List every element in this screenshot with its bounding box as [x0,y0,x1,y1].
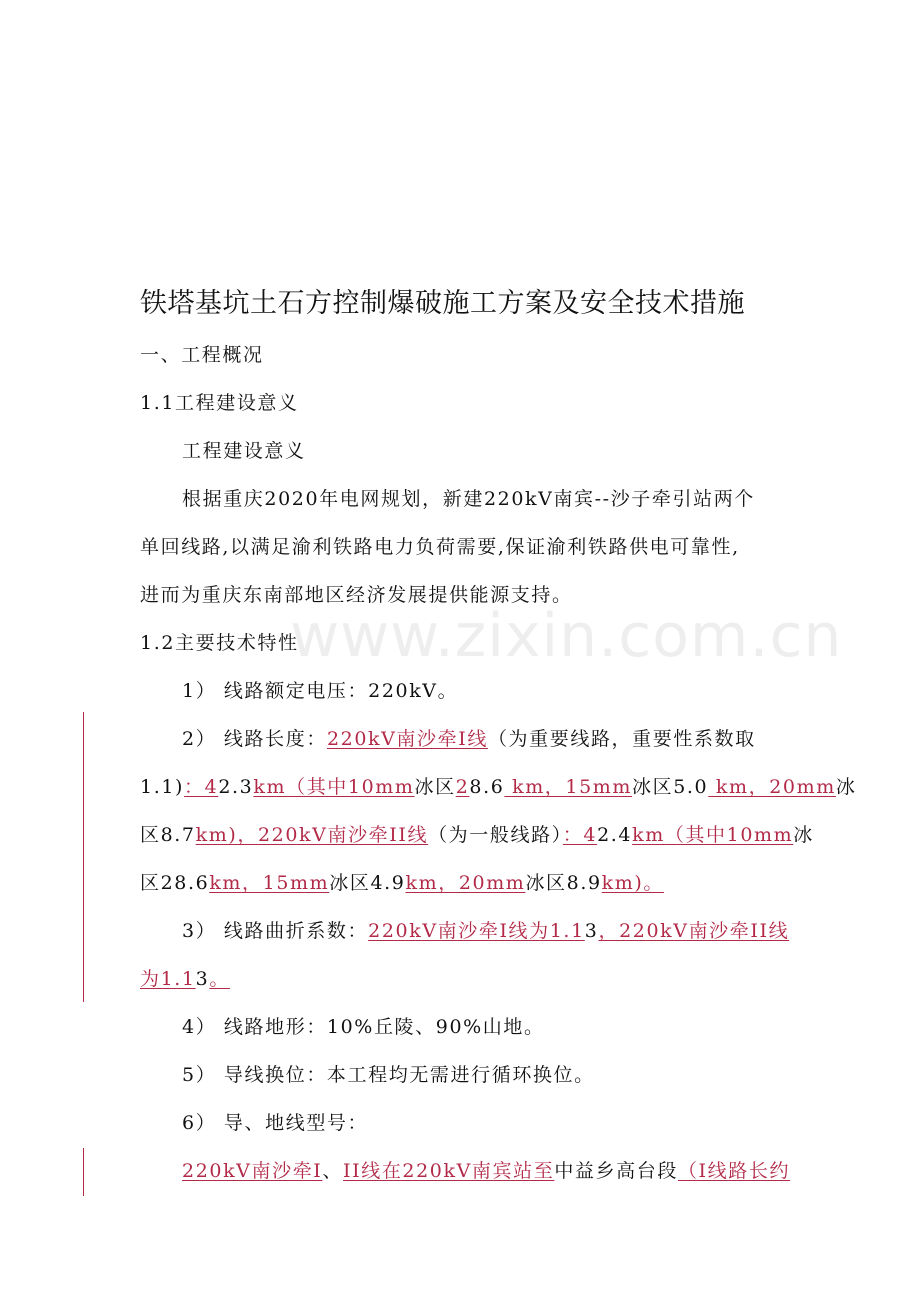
text-run: 3 [195,968,210,990]
text-run: 3 [584,920,599,942]
text-run: （为重要线路，重要性系数取 [487,728,756,750]
text-run: 冰区4.9 [329,872,406,894]
subsection-heading-1-2: 1.2主要技术特性 [140,632,299,654]
paragraph-line: 单回线路,以满足渝利铁路电力负荷需要,保证渝利铁路供电可靠性, [140,536,740,558]
list-item-continuation [140,820,814,850]
revision-text: km，20mm [708,776,836,798]
document-title: 铁塔基坑土石方控制爆破施工方案及安全技术措施 [140,288,745,319]
text-run: 1.1) [140,776,185,798]
revision-text: ：4 [562,824,598,846]
revision-text: 2 [455,776,470,798]
text-run: 冰区 [414,776,456,798]
revision-text: 。 [209,968,230,990]
revision-text: 220kV南沙牵I [182,1160,323,1182]
revision-text: km，20mm [405,872,526,894]
list-item: 4） 线路地形：10%丘陵、90%山地。 [182,1016,545,1038]
revision-text: km（其中10mm [632,824,794,846]
watermark: www.zixin.com.cn [290,601,843,671]
text-run: 3） 线路曲折系数： [182,920,369,942]
revision-change-bar [83,1148,84,1196]
list-item: 5） 导线换位：本工程均无需进行循环换位。 [182,1064,595,1086]
text-run: 2） 线路长度： [182,728,327,750]
text-run: 冰 [835,776,857,798]
text-run: 冰区8.9 [525,872,602,894]
revision-text: km，15mm [209,872,330,894]
list-item-continuation [140,772,857,802]
revision-text: 220kV南沙牵I线为1.1 [368,920,585,942]
text-run: 中益乡高台段 [554,1160,678,1182]
paragraph-line [182,1156,790,1186]
section-heading-1: 一、工程概况 [140,344,264,366]
text-run: 区28.6 [140,872,210,894]
subsection-heading-1-1: 1.1工程建设意义 [140,392,299,414]
revision-text: 220kV南沙牵I线 [326,728,488,750]
revision-change-bar [83,712,84,1002]
list-item: 6） 导、地线型号： [182,1112,369,1134]
list-item-continuation [140,964,790,994]
text-run: 2.4 [597,824,633,846]
list-item-continuation [140,868,790,898]
paragraph-line: 根据重庆2020年电网规划，新建220kV南宾--沙子牵引站两个 [182,488,755,510]
revision-text: km)。 [601,872,664,894]
text-run: 、 [322,1160,344,1182]
revision-text: ，220kV南沙牵II线 [598,920,790,942]
revision-text: ：4 [184,776,219,798]
text-run: 8.6 [469,776,505,798]
revision-text: km)，220kV南沙牵II线 [195,824,429,846]
revision-text: km（其中10mm [253,776,415,798]
paragraph-line: 进而为重庆东南部地区经济发展提供能源支持。 [140,584,573,606]
revision-text: km，15mm [504,776,633,798]
paragraph-heading: 工程建设意义 [182,440,306,462]
revision-text: II线在220kV南宾站至 [343,1160,555,1182]
list-item [182,916,790,946]
list-item [182,724,790,754]
text-run: 2.3 [218,776,254,798]
text-run: （为一般线路） [428,824,563,846]
text-run: 冰 [793,824,814,846]
list-item: 1） 线路额定电压：220kV。 [182,680,459,702]
revision-text: 为1.1 [140,968,196,990]
text-run: 区8.7 [140,824,196,846]
text-run: 冰区5.0 [632,776,709,798]
revision-text: （I线路长约 [677,1160,791,1182]
